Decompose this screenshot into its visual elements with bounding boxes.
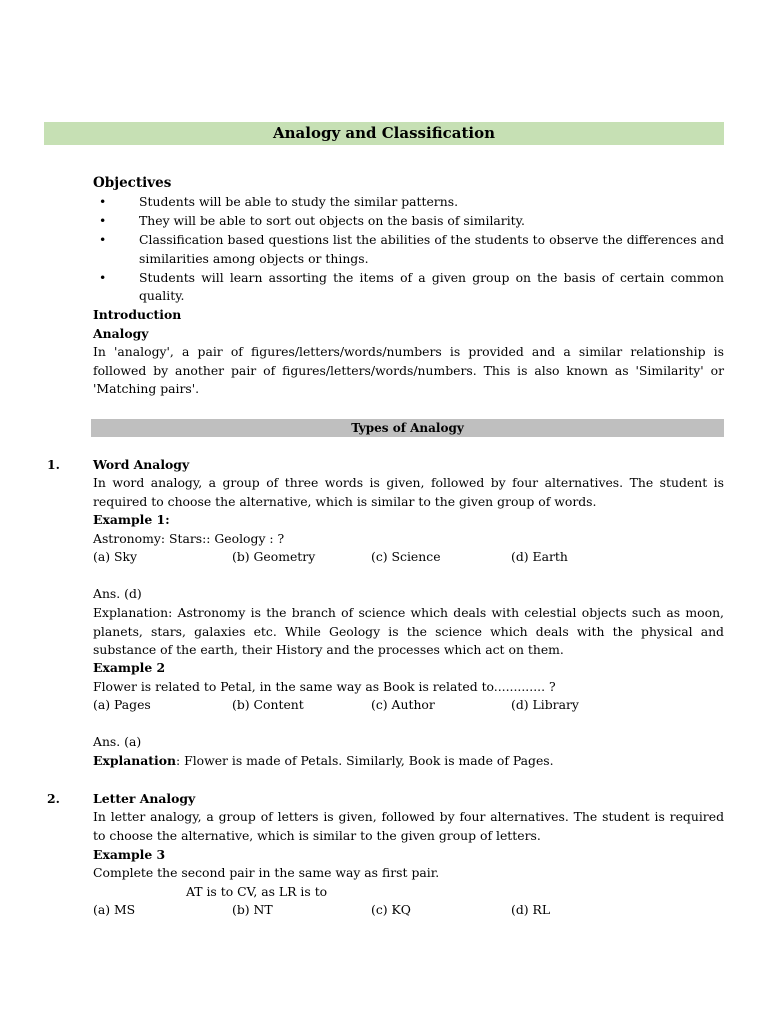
- option-c: (c) KQ: [371, 902, 411, 917]
- example-3-label: Example 3: [93, 847, 166, 862]
- option-d: (d) Earth: [511, 549, 568, 564]
- option-c: (c) Author: [371, 697, 435, 712]
- explanation-text: : Flower is made of Petals. Similarly, Book is made of Pages.: [175, 753, 554, 768]
- option-b: (b) Content: [232, 697, 304, 712]
- word-analogy-heading: Word Analogy: [93, 457, 190, 472]
- objectives-list: [93, 193, 724, 306]
- list-item: [93, 193, 724, 212]
- list-item: [93, 231, 724, 268]
- option-b: (b) NT: [232, 902, 273, 917]
- letter-analogy-heading: Letter Analogy: [93, 791, 196, 806]
- bullet-icon: •: [99, 269, 107, 285]
- example-2-options: [93, 696, 724, 714]
- option-d: (d) RL: [511, 902, 551, 917]
- option-a: (a) Pages: [93, 697, 151, 712]
- list-item: [93, 269, 724, 306]
- objective-text: They will be able to sort out objects on the basis of similarity.: [139, 213, 525, 228]
- word-analogy-paragraph: In word analogy, a group of three words is given, followed by four alternatives. The student is required to choose the alternative, which is similar to the given group of words.: [93, 475, 724, 509]
- explanation-label: Explanation: [93, 753, 176, 768]
- objectives-heading: Objectives: [93, 175, 172, 191]
- example-3-instruction: Complete the second pair in the same way as first pair.: [93, 865, 440, 880]
- example-1-answer: Ans. (d): [93, 586, 142, 601]
- example-1-label: Example 1:: [93, 512, 170, 527]
- example-2-label: Example 2: [93, 660, 166, 675]
- example-2-answer: Ans. (a): [93, 734, 142, 749]
- introduction-heading: Introduction: [93, 307, 182, 322]
- option-a: (a) MS: [93, 902, 136, 917]
- objective-text: Classification based questions list the abilities of the students to observe the differences and similarities among objects or things.: [139, 232, 724, 266]
- option-d: (d) Library: [511, 697, 579, 712]
- objective-text: Students will be able to study the similar patterns.: [139, 194, 459, 209]
- example-3-options: [93, 901, 724, 919]
- option-a: (a) Sky: [93, 549, 137, 564]
- section-number: 2.: [47, 791, 60, 806]
- option-c: (c) Science: [371, 549, 441, 564]
- example-1-options: [93, 548, 724, 566]
- bullet-icon: •: [99, 194, 107, 209]
- example-2-question: Flower is related to Petal, in the same way as Book is related to............. ?: [93, 679, 556, 694]
- option-b: (b) Geometry: [232, 549, 316, 564]
- types-of-analogy-heading: Types of Analogy: [91, 419, 724, 437]
- list-item: [93, 212, 724, 231]
- analogy-subheading: Analogy: [93, 326, 149, 341]
- bullet-icon: •: [99, 213, 107, 228]
- example-3-question: AT is to CV, as LR is to: [186, 884, 328, 899]
- objective-text: Students will learn assorting the items of a given group on the basis of certain common quality.: [139, 269, 724, 303]
- intro-paragraph: In 'analogy', a pair of figures/letters/words/numbers is provided and a similar relationship is followed by another pair of figures/letters/words/numbers. This is also known as 'Similarity' or 'Matching pairs'.: [93, 344, 724, 396]
- page-title: Analogy and Classification: [44, 122, 724, 145]
- bullet-icon: •: [99, 232, 107, 247]
- section-number: 1.: [47, 457, 60, 472]
- example-2-explanation: [93, 752, 724, 771]
- example-1-question: Astronomy: Stars:: Geology : ?: [93, 531, 285, 546]
- example-1-explanation: Explanation: Astronomy is the branch of science which deals with celestial objects such as moon, planets, stars, galaxies etc. While Geology is the science which deals with the physical and substance of the earth, their History and the processes which act on them.: [93, 605, 724, 657]
- letter-analogy-paragraph: In letter analogy, a group of letters is given, followed by four alternatives. The student is required to choose the alternative, which is similar to the given group of letters.: [93, 809, 724, 843]
